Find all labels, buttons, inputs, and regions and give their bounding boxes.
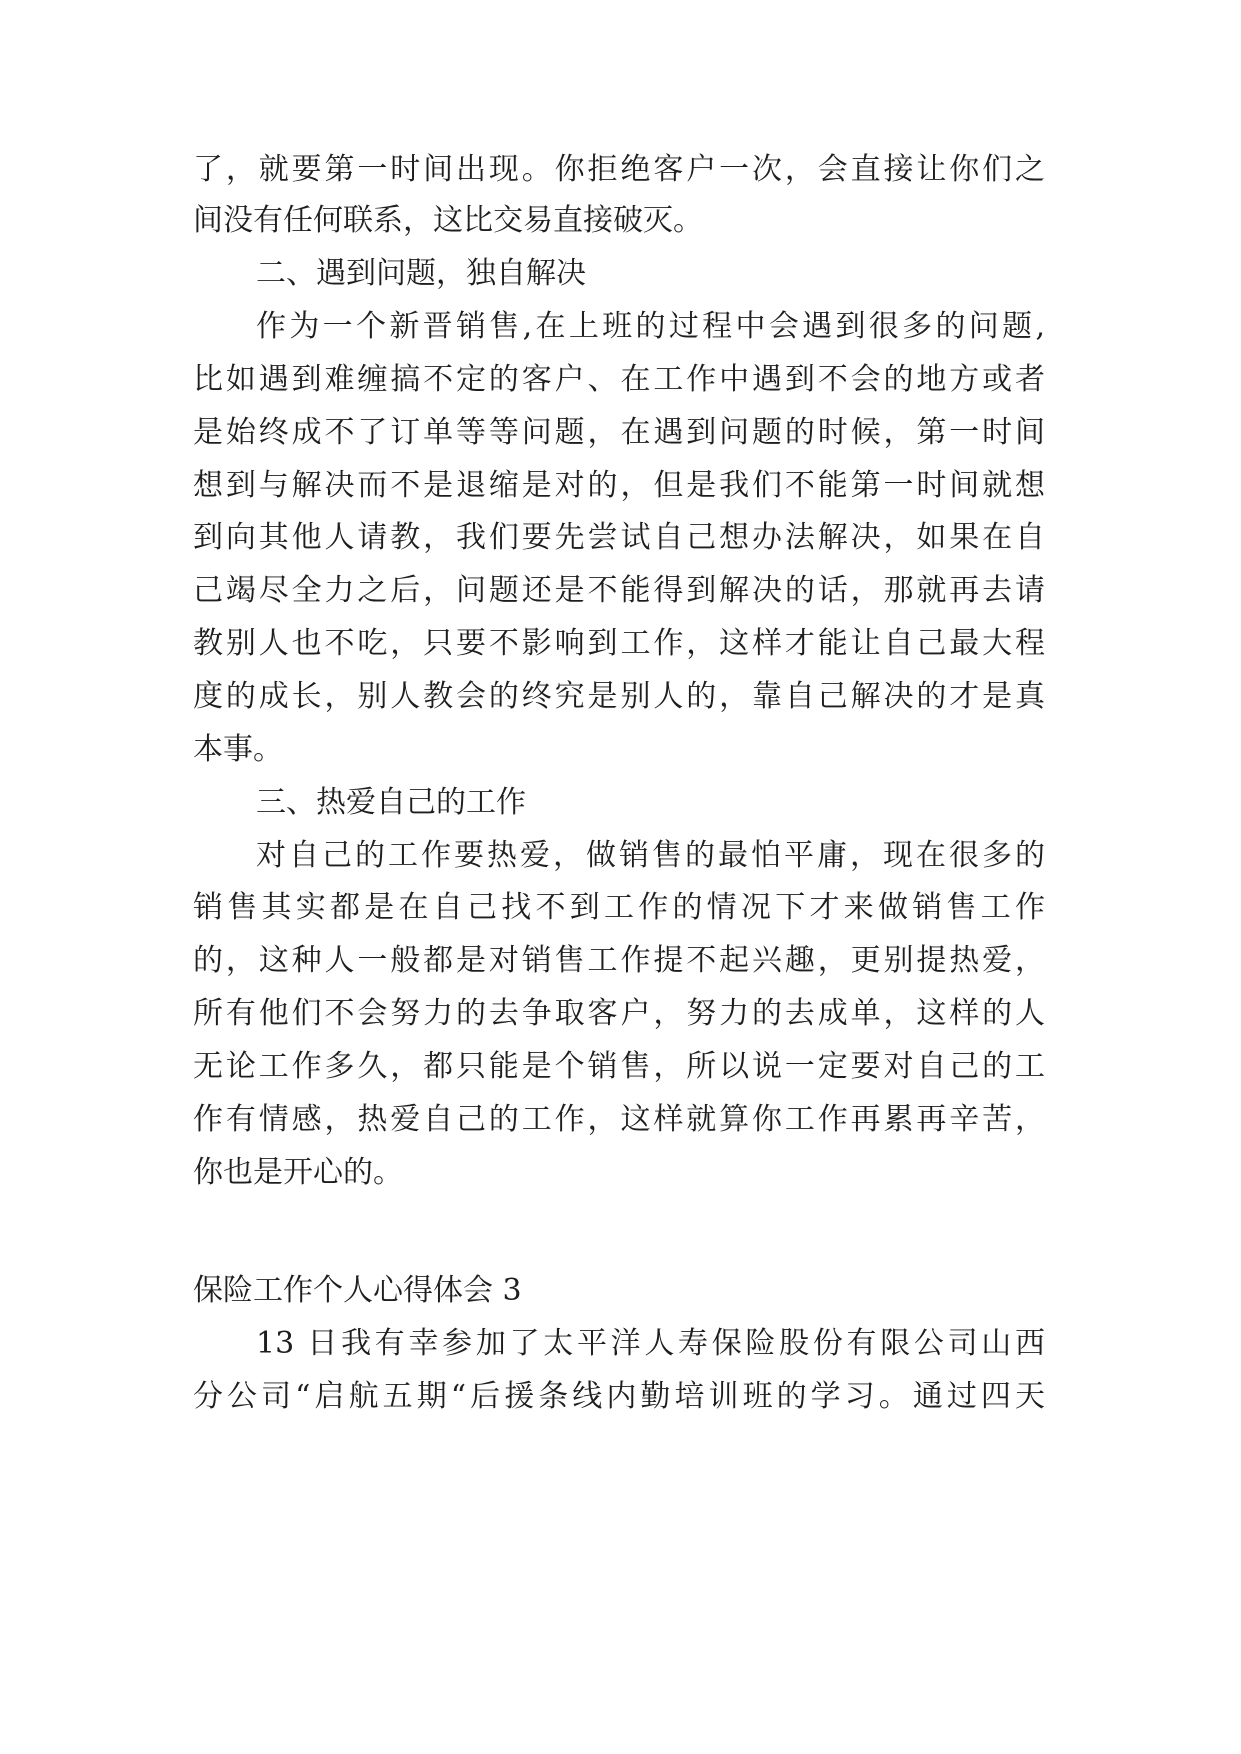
text-line: 无论工作多久，都只能是个销售，所以说一定要对自己的工 xyxy=(193,1049,1045,1084)
text-line: 是始终成不了订单等等问题，在遇到问题的时候，第一时间 xyxy=(193,415,1045,450)
text-line: 想到与解决而不是退缩是对的，但是我们不能第一时间就想 xyxy=(193,468,1045,503)
section-heading: 二、遇到问题，独自解决 xyxy=(256,256,586,291)
text-line: 分公司“启航五期“后援条线内勤培训班的学习。通过四天 xyxy=(193,1379,1045,1414)
text-line: 所有他们不会努力的去争取客户，努力的去成单，这样的人 xyxy=(193,996,1045,1031)
text-line: 作有情感，热爱自己的工作，这样就算你工作再累再辛苦， xyxy=(193,1102,1045,1137)
text-line: 对自己的工作要热爱，做销售的最怕平庸，现在很多的 xyxy=(256,838,1045,873)
text-line: 了，就要第一时间出现。你拒绝客户一次，会直接让你们之 xyxy=(193,152,1045,187)
text-line: 间没有任何联系，这比交易直接破灭。 xyxy=(193,203,703,238)
text-line: 己竭尽全力之后，问题还是不能得到解决的话，那就再去请 xyxy=(193,573,1045,608)
text-line: 销售其实都是在自己找不到工作的情况下才来做销售工作 xyxy=(193,890,1045,925)
text-line: 作为一个新晋销售,在上班的过程中会遇到很多的问题, xyxy=(256,309,1045,344)
text-line: 13 日我有幸参加了太平洋人寿保险股份有限公司山西 xyxy=(256,1326,1045,1361)
text-line: 度的成长，别人教会的终究是别人的，靠自己解决的才是真 xyxy=(193,679,1045,714)
text-line: 比如遇到难缠搞不定的客户、在工作中遇到不会的地方或者 xyxy=(193,362,1045,397)
text-line: 本事。 xyxy=(193,732,283,767)
text-line: 教别人也不吃，只要不影响到工作，这样才能让自己最大程 xyxy=(193,626,1045,661)
article-title: 保险工作个人心得体会 3 xyxy=(193,1273,522,1308)
text-line: 的，这种人一般都是对销售工作提不起兴趣，更别提热爱， xyxy=(193,943,1045,978)
text-line: 到向其他人请教，我们要先尝试自己想办法解决，如果在自 xyxy=(193,520,1045,555)
section-heading: 三、热爱自己的工作 xyxy=(256,785,526,820)
text-line: 你也是开心的。 xyxy=(193,1155,403,1190)
